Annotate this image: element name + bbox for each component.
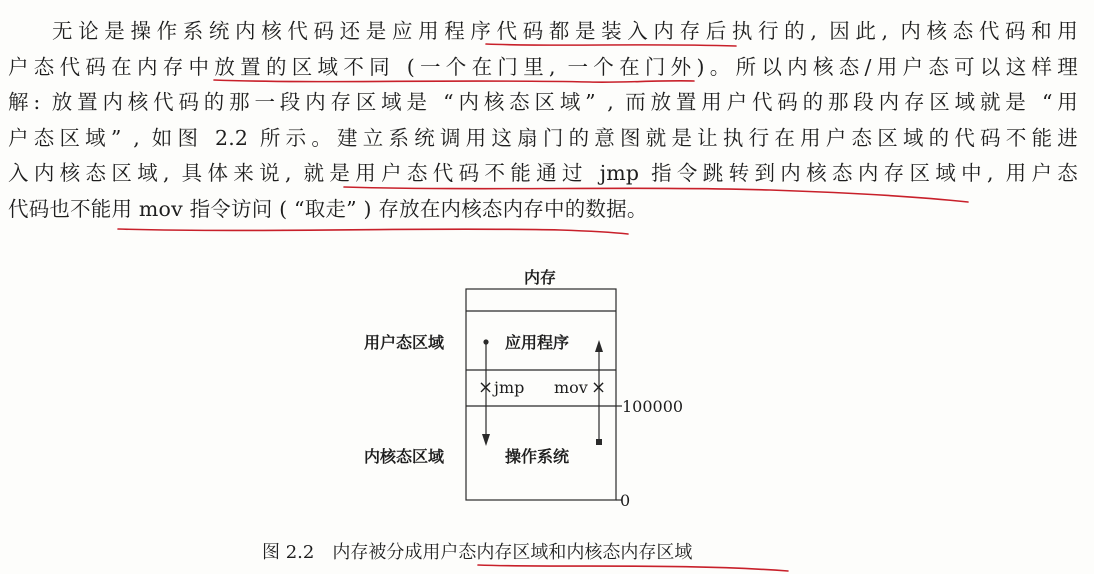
jmp-start-dot <box>483 339 488 344</box>
mov-start-square <box>596 439 602 445</box>
bottom-address: 0 <box>620 491 631 510</box>
mov-label: mov <box>554 378 588 397</box>
jmp-arrowhead <box>482 434 490 446</box>
memory-title: 内存 <box>524 268 557 287</box>
paragraph-line-3: 解: 放置内核代码的那一段内存区域是 “内核态区域” , 而放置用户代码的那段内存区域就是 “用 <box>8 90 1078 114</box>
paragraph-line-1: 无论是操作系统内核代码还是应用程序代码都是装入内存后执行的, 因此, 内核态代码和用 <box>52 19 1078 43</box>
paragraph-line-4: 户态区域” , 如图 2.2 所示。建立系统调用这扇门的意图就是让执行在用户态区域的代码不能进 <box>8 125 1078 150</box>
figure-caption <box>262 538 692 564</box>
mov-arrowhead <box>595 340 603 352</box>
caption-text: 内存被分成用户态内存区域和内核态内存区域 <box>332 542 693 563</box>
app-block-label: 应用程序 <box>505 333 570 352</box>
jmp-cross-mark: × <box>478 377 494 398</box>
kernel-region-label: 内核态区域 <box>364 447 445 466</box>
os-block-label: 操作系统 <box>505 447 570 466</box>
caption-number: 图 2.2 <box>262 542 315 563</box>
paragraph-line-5: 入内核态区域, 具体来说, 就是用户态代码不能通过 jmp 指令跳转到内核态内存区域中, 用户态 <box>8 161 1078 185</box>
jmp-label: jmp <box>494 378 525 397</box>
boundary-address: 100000 <box>622 397 684 416</box>
mov-cross-mark: × <box>591 377 607 398</box>
paragraph-line-6: 代码也不能用 mov 指令访问 ( “取走” ) 存放在内核态内存中的数据。 <box>8 196 648 221</box>
paragraph-line-2: 户态代码在内存中放置的区域不同 (一个在门里, 一个在门外)。所以内核态/用户态可以这样理 <box>8 54 1078 79</box>
user-region-label: 用户态区域 <box>364 333 445 352</box>
